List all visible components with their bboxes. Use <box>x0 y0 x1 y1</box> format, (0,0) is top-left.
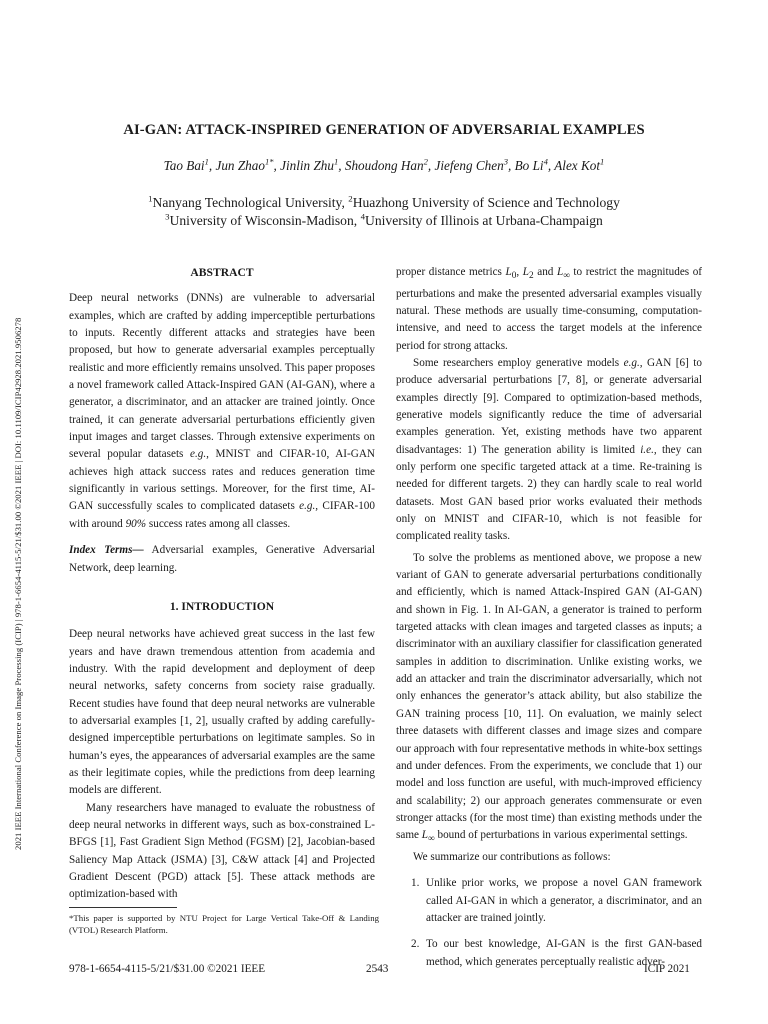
body-text: to restrict the magnitudes of perturbations and make the presented adversarial examples visually natural. These methods are usually time-consuming, computation-intensive, and need to access the target models at the inference period for strong attacks. <box>396 266 703 352</box>
affiliation-name: Nanyang Technological University <box>152 195 342 210</box>
body-text: and <box>533 266 557 278</box>
author-name: Bo Li <box>514 158 544 173</box>
doi-sidebar-text: 2021 IEEE International Conference on Image Processing (ICIP) | 978-1-6654-4115-5/21/$31.00 ©2021 IEEE | DOI: 10.1109/ICIP42928.2021.9506278 <box>13 317 23 850</box>
math-symbol: L <box>421 829 429 842</box>
author-affil-mark: 1 <box>333 156 339 167</box>
index-terms-text: Adversarial examples, Generative Adversarial Network, deep learning. <box>69 544 375 574</box>
abstract-body <box>69 290 375 533</box>
author-affil-mark: 1 <box>600 156 605 167</box>
right-paragraph-4: We summarize our contributions as follows: <box>413 850 611 863</box>
math-subscript: ∞ <box>428 834 435 845</box>
abstract-text: Deep neural networks (DNNs) are vulnerable to adversarial examples, which are crafted by adding imperceptible perturbations to inputs. Recently different attacks and strategies have been proposed, but how to generate adversarial examples perceptually realistic and more efficiently remains unsolved. This paper proposes a novel framework called Attack-Inspired GAN (AI-GAN), where a generator, a discriminator, and an attacker are trained jointly. Once trained, it can generate adversarial perturbations efficiently given input images and target classes. Through extensive experiments on several popular datasets <box>69 292 375 461</box>
intro-paragraph-1: Deep neural networks have achieved great success in the last few years and have drawn tremendous attention from academia and industry. With the rapid development and deployment of deep neural networks, safety concerns from society raise gradually. Recent studies have found that deep neural networks are vulnerable to adversarial examples [1, 2], usually crafted by adding carefully-designed imperceptible perturbations on legitimate samples. So in human’s eyes, the appearances of adversarial examples are the same as their legitimate copies, while the predictions from deep learning models are different. <box>69 628 375 797</box>
math-symbol: L <box>556 266 564 278</box>
right-paragraph-3 <box>396 550 702 849</box>
abstract-heading: ABSTRACT <box>190 266 254 279</box>
math-symbol: L <box>505 266 512 278</box>
author-list: Tao Bai$^1$, Jun Zhao$^{1*}$, Jinlin Zhu$^1$, Shoudong Han$^2$, Jiefeng Chen$^3$, Bo Li$^4$, Alex Kot$^1$ <box>163 156 605 173</box>
affiliation-name: University of Wisconsin-Madison <box>169 213 354 228</box>
list-number: 1. <box>411 877 420 890</box>
affiliation-line: $^3$University of Wisconsin-Madison, $^4$University of Illinois at Urbana-Champaign <box>165 211 603 228</box>
affiliation-name: University of Illinois at Urbana-Champaign <box>365 213 603 228</box>
author-affil-mark: 2 <box>423 156 428 167</box>
affiliation-name: Huazhong University of Science and Technology <box>352 195 620 210</box>
author-name: Jiefeng Chen <box>434 158 504 173</box>
right-paragraph-2 <box>396 355 702 546</box>
author-affil-mark: 4 <box>543 156 548 167</box>
abstract-eg: e.g., <box>190 448 209 461</box>
affil-mark: 1 <box>148 193 153 204</box>
intro-paragraph-2: Many researchers have managed to evaluate the robustness of deep neural networks in different ways, such as box-constrained L-BFGS [1], Fast Gradient Sign Method (FGSM) [2], Jacobian-based Saliency Map Attack (JSMA) [3], C&W attack [4] and Projected Gradient Descent (PGD) attack [5]. These attack methods are optimization-based with <box>69 801 375 901</box>
footer-venue: ICIP 2021 <box>644 963 690 975</box>
math-subscript: 2 <box>529 271 534 282</box>
math-symbol: L <box>522 266 529 278</box>
body-text: bound of perturbations in various experimental settings. <box>434 829 688 842</box>
affil-mark: 4 <box>360 211 365 222</box>
abstract-percent: 90% <box>125 517 147 530</box>
intro-heading: 1. INTRODUCTION <box>169 599 275 613</box>
index-terms <box>69 542 375 577</box>
right-column <box>396 264 702 971</box>
paper-title: AI-GAN: ATTACK-INSPIRED GENERATION OF ADVERSARIAL EXAMPLES <box>123 122 645 138</box>
body-ie: i.e., <box>640 443 657 456</box>
footnote-rule <box>69 907 177 908</box>
page-number: 2543 <box>366 963 389 975</box>
right-paragraph-1 <box>396 264 702 355</box>
left-column <box>69 264 375 904</box>
affil-mark: 3 <box>165 211 170 222</box>
author-affil-mark: 3 <box>503 156 509 167</box>
author-name: Tao Bai <box>163 158 205 173</box>
footnote: *This paper is supported by NTU Project for Large Vertical Take-Off & Landing (VTOL) Research Platform. <box>69 913 379 935</box>
math-subscript: 0 <box>511 271 517 282</box>
author-name: Jun Zhao <box>215 158 265 173</box>
author-affil-mark: 1 <box>204 156 209 167</box>
abstract-text: success rates among all classes. <box>146 517 291 530</box>
math-subscript: ∞ <box>563 271 570 282</box>
index-terms-label: Index Terms— <box>69 544 144 557</box>
author-name: Alex Kot <box>554 158 601 173</box>
body-text: , <box>516 266 523 278</box>
author-affil-mark: 1* <box>264 156 274 167</box>
body-text: To solve the problems as mentioned above, we propose a new variant of GAN to generate adversarial perturbations conditionally and efficiently, which is named Attack-Inspired GAN (AI-GAN) and shown in Fig. 1. In AI-GAN, a generator is trained to perform targeted attacks with clean images and targeted classes as inputs; a discriminator with an auxiliary classifier for classification generated samples in addition to discrimination. Unlike existing works, we add an attacker and train the discriminator adversarially, which not only enhances the generator’s attack ability, but also stabilize the GAN training process [10, 11]. On evaluation, we mainly select three datasets with different classes and image sizes and compare our approach with four representative methods in white-box settings and under defences. From the experiments, we conclude that 1) our model and loss function are useful, with much-improved efficiency and scalability; 2) our approach generates commensurate or even stronger attacks (for the most time) than existing methods under the same <box>396 551 702 842</box>
body-text: they can only perform one specific targeted attack at a time. Re-training is needed for different targets. 2) they can hardly scale to real world datasets. Most GAN based prior works evaluated their methods only on MNIST and CIFAR-10, which is not feasible for complicated reality tasks. <box>396 443 702 543</box>
contribution-item <box>396 875 702 927</box>
body-eg: e.g., <box>623 356 643 369</box>
footer-copyright: 978-1-6654-4115-5/21/$31.00 ©2021 IEEE <box>69 963 266 975</box>
list-text: To our best knowledge, AI-GAN is the first GAN-based method, which generates perceptually realistic adver- <box>426 938 702 968</box>
affil-mark: 2 <box>348 193 353 204</box>
affiliation-line: $^1$Nanyang Technological University, $^2$Huazhong University of Science and Technology <box>148 193 620 210</box>
author-name: Shoudong Han <box>344 158 424 173</box>
author-name: Jinlin Zhu <box>280 158 334 173</box>
body-text: Some researchers employ generative models <box>413 356 624 369</box>
abstract-text: MNIST and CIFAR-10, AI-GAN achieves high attack success rates and reduces generation time significantly in various settings. Moreover, for the first time, AI-GAN successfully scales to complicated datasets <box>69 448 375 513</box>
body-text: proper distance metrics <box>396 266 506 278</box>
list-text: Unlike prior works, we propose a novel GAN framework called AI-GAN in which a generator, a discriminator, and an attacker are trained jointly. <box>426 877 702 924</box>
abstract-text: CIFAR-100 with around <box>69 500 375 530</box>
abstract-eg: e.g., <box>299 500 319 513</box>
list-number: 2. <box>411 938 420 951</box>
doi-sidebar <box>5 190 21 850</box>
body-text: GAN [6] to produce adversarial perturbations [7, 8], or generate adversarial examples directly [9]. Compared to optimization-based methods, generative models significantly reduce the time of adversarial examples generation. Yet, existing methods have two apparent disadvantages: 1) The generation ability is limited <box>396 356 702 456</box>
